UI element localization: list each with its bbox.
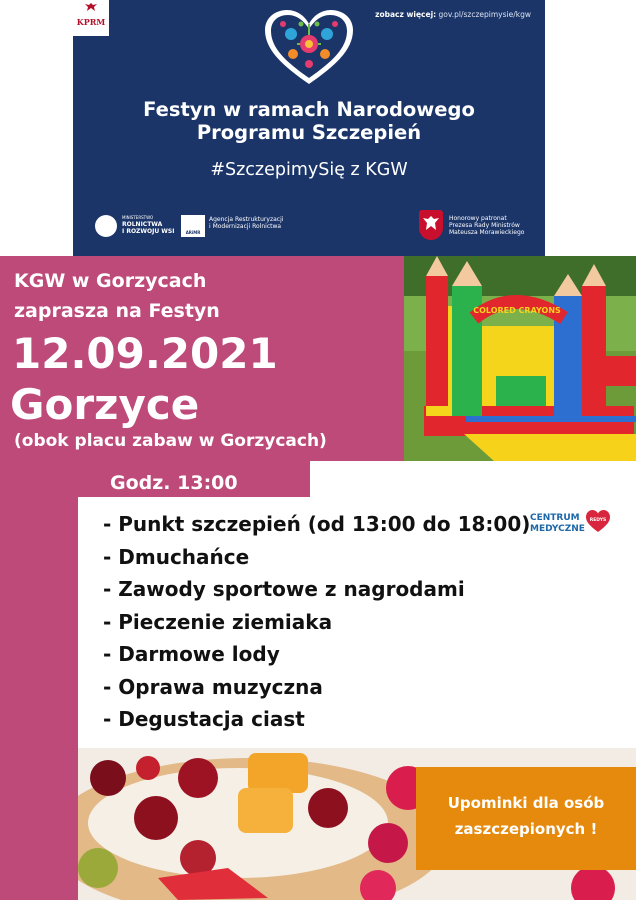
centrum-medyczne-logo [530,510,612,540]
left-pink-bar [0,461,78,900]
patron-line1: Honorowy patronat [449,215,507,222]
event-date: 12.09.2021 [12,329,278,378]
arimr-abbr: ARiMR [185,230,201,235]
event-town: Gorzyce [10,380,200,429]
bouncy-castle-photo [404,256,636,461]
polish-eagle-shield-icon [419,210,443,240]
event-inviter [14,266,220,326]
gifts-line1: Upominki dla osób [447,794,605,812]
event-location: (obok placu zabaw w Gorzycach) [14,431,327,451]
more-info-link[interactable] [375,10,531,19]
gifts-callout-text [416,790,636,842]
banner-title-line1: Festyn w ramach Narodowego [143,98,475,121]
patron-logo [419,210,539,244]
arimr-emblem-icon [181,215,205,237]
attraction-item: - Degustacja ciast [103,707,305,731]
patron-line2: Prezesa Rady Ministrów [449,222,520,229]
arimr-logo [181,212,291,242]
attraction-item: - Darmowe lody [103,642,280,666]
campaign-banner [73,0,545,256]
attraction-item: - Oprawa muzyczna [103,674,323,699]
more-info-url[interactable]: gov.pl/szczepimysie/kgw [438,10,531,19]
arimr-line1: Agencja Restrukturyzacji [209,216,284,223]
centrum-line1: CENTRUM [530,513,580,523]
arimr-line2: i Modernizacji Rolnictwa [209,223,282,230]
inviter-line1: KGW w Gorzycach [14,270,207,292]
attraction-item: - Zawody sportowe z nagrodami [103,577,465,601]
ministry-emblem-icon [95,215,117,237]
ministry-line3: I ROZWOJU WSI [122,228,175,235]
banner-title-line2: Programu Szczepień [196,121,422,144]
ministry-line2: ROLNICTWA [122,221,163,228]
folk-heart-icon [263,8,355,86]
event-time: Godz. 13:00 [110,472,238,494]
centrum-line2: MEDYCZNE [530,524,585,534]
heart-icon [586,510,610,534]
eagle-icon [85,3,97,11]
kprm-logo-text: KPRM [76,17,106,27]
more-info-prefix: zobacz więcej: [375,10,437,19]
patron-line3: Mateusza Morawieckiego [449,229,525,236]
castle-banner-text: COLORED CRAYONS [473,306,561,315]
attraction-item: - Pieczenie ziemiaka [103,609,333,634]
attractions-list [103,508,530,736]
centrum-heart-text: REDYS [589,518,607,523]
inviter-line2: zaprasza na Festyn [14,300,220,322]
kprm-logo [73,0,109,36]
ministry-line1: MINISTERSTWO [122,215,154,220]
attraction-item: - Dmuchańce [103,544,250,569]
attraction-item: - Punkt szczepień (od 13:00 do 18:00) [103,512,531,536]
banner-hashtag: #SzczepimySię z KGW [210,160,408,180]
gifts-line2: zaszczepionych ! [454,820,598,838]
banner-title [73,98,545,144]
